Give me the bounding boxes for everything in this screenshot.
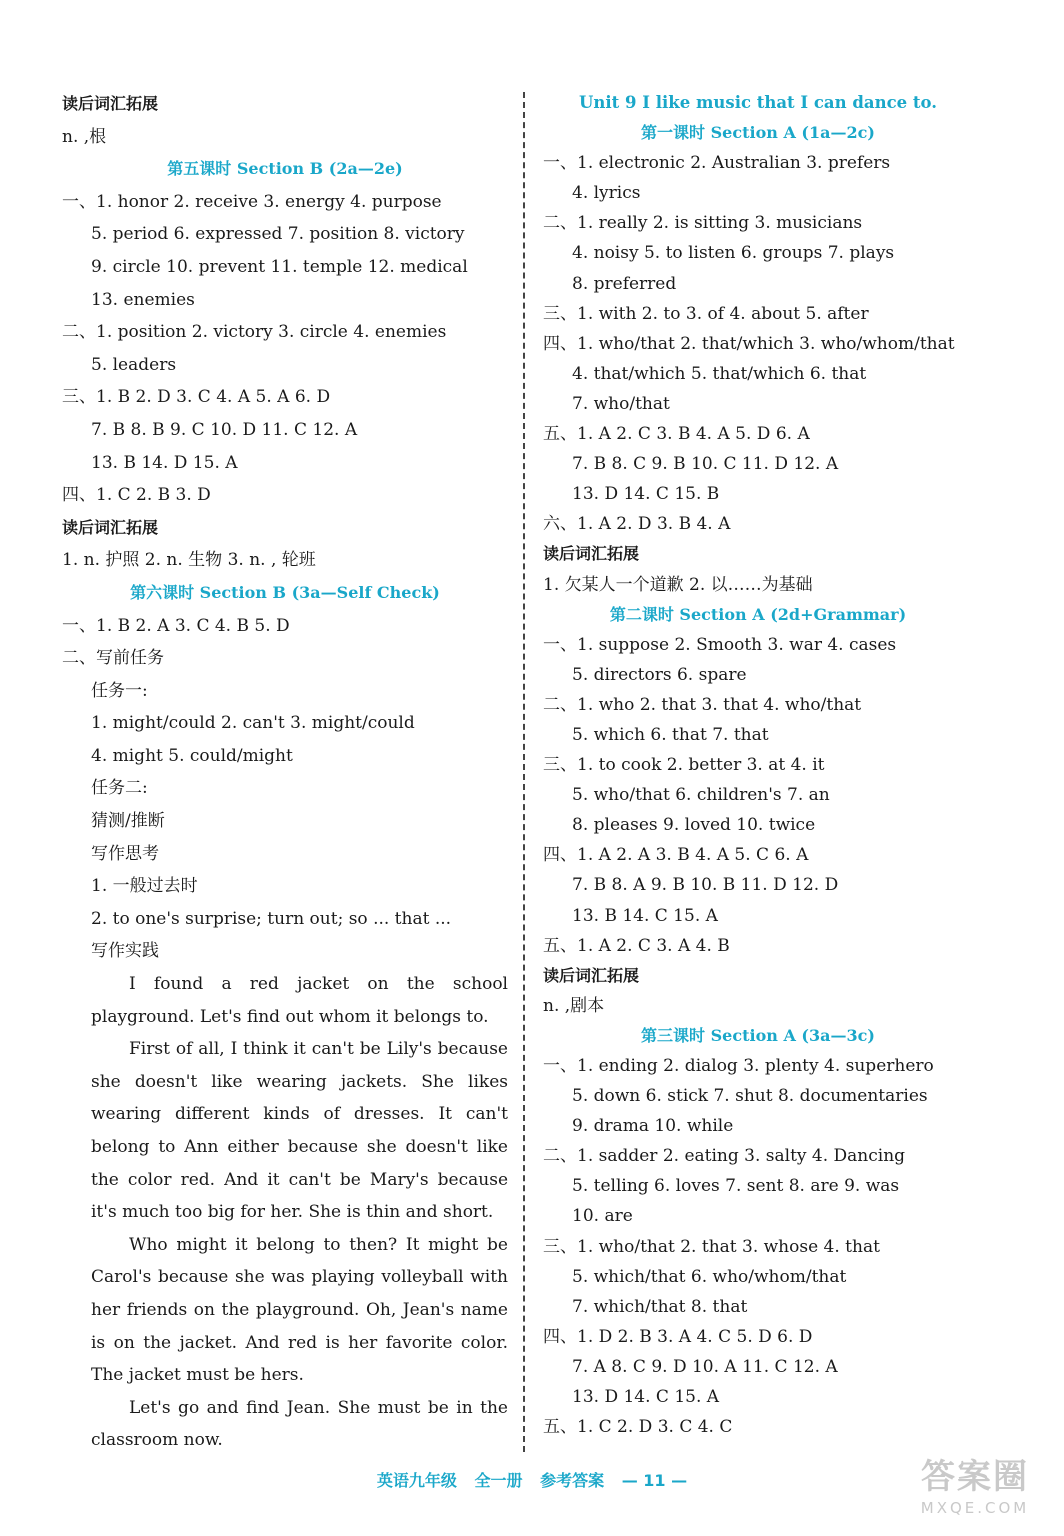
answer-line: 五、1. C 2. D 3. C 4. C xyxy=(543,1417,733,1438)
footer-subject: 英语九年级 xyxy=(376,1471,457,1490)
answer-line: 二、1. position 2. victory 3. circle 4. enemies xyxy=(62,322,447,343)
answer-line: 4. that/which 5. that/which 6. that xyxy=(572,363,867,384)
answer-line: 5. which 6. that 7. that xyxy=(572,724,769,745)
answer-line: 六、1. A 2. D 3. B 4. A xyxy=(543,514,731,535)
answer-line: 5. which/that 6. who/whom/that xyxy=(572,1266,847,1287)
column-divider xyxy=(523,92,525,1452)
answer-line: 一、1. electronic 2. Australian 3. prefers xyxy=(543,153,891,174)
site-watermark-logo xyxy=(900,1456,1050,1526)
answer-line: 7. who/that xyxy=(572,393,670,414)
answer-line: 7. B 8. C 9. B 10. C 11. D 12. A xyxy=(572,454,839,475)
left-column xyxy=(62,88,508,1457)
answer-line: 一、1. suppose 2. Smooth 3. war 4. cases xyxy=(543,634,897,655)
answer-line: 四、1. who/that 2. that/which 3. who/whom/that xyxy=(543,333,955,354)
footer-volume: 全一册 xyxy=(474,1471,523,1490)
answer-line: 五、1. A 2. C 3. A 4. B xyxy=(543,935,730,956)
section-heading: 第五课时 Section B (2a—2e) xyxy=(167,159,403,179)
answer-line: 10. are xyxy=(572,1206,633,1227)
answer-line: 二、写前任务 xyxy=(62,648,164,669)
answer-line: 8. preferred xyxy=(572,273,677,294)
essay-paragraph: Let's go and find Jean. She must be in the classroom now. xyxy=(91,1397,508,1451)
answer-line: n. ,根 xyxy=(62,126,107,147)
answer-line: 5. down 6. stick 7. shut 8. documentaries xyxy=(572,1086,928,1107)
answer-line: 写作思考 xyxy=(91,843,159,864)
answer-line: 5. telling 6. loves 7. sent 8. are 9. was xyxy=(572,1176,900,1197)
vocab-heading: 读后词汇拓展 xyxy=(62,517,159,537)
answer-line: 五、1. A 2. C 3. B 4. A 5. D 6. A xyxy=(543,424,810,445)
watermark-main: 答案圈 xyxy=(921,1457,1029,1497)
section-heading: 第二课时 Section A (2d+Grammar) xyxy=(609,604,907,624)
unit-title: Unit 9 I like music that I can dance to. xyxy=(579,93,937,112)
right-column xyxy=(543,88,973,1442)
answer-line: 4. lyrics xyxy=(572,183,641,204)
answer-line: 任务二: xyxy=(91,778,148,799)
footer-label: 参考答案 xyxy=(540,1471,605,1490)
page-number: — 11 — xyxy=(621,1471,688,1490)
answer-line: 四、1. C 2. B 3. D xyxy=(62,485,211,506)
answer-line: 三、1. who/that 2. that 3. whose 4. that xyxy=(543,1236,880,1257)
essay-paragraph: Who might it belong to then? It might be Carol's because she was playing volleyball with her friends on the playground. Oh, Jean's name is on the jacket. And red is her favorite color. The jacket must be hers. xyxy=(91,1234,508,1386)
answer-line: 1. might/could 2. can't 3. might/could xyxy=(91,713,415,734)
answer-line: 13. enemies xyxy=(91,289,195,310)
answer-line: 5. period 6. expressed 7. position 8. victory xyxy=(91,224,465,245)
answer-line: 1. n. 护照 2. n. 生物 3. n. , 轮班 xyxy=(62,550,316,571)
answer-line: 4. might 5. could/might xyxy=(91,745,293,766)
vocab-heading: 读后词汇拓展 xyxy=(543,544,640,564)
watermark-url: MXQE.COM xyxy=(920,1499,1030,1517)
answer-line: 二、1. sadder 2. eating 3. salty 4. Dancing xyxy=(543,1146,906,1167)
answer-line: 7. B 8. A 9. B 10. B 11. D 12. D xyxy=(572,875,839,896)
answer-line: 7. which/that 8. that xyxy=(572,1296,748,1317)
answer-line: 三、1. B 2. D 3. C 4. A 5. A 6. D xyxy=(62,387,331,408)
answer-line: 一、1. B 2. A 3. C 4. B 5. D xyxy=(62,615,290,636)
section-heading: 第一课时 Section A (1a—2c) xyxy=(641,123,875,143)
answer-line: 9. drama 10. while xyxy=(572,1116,734,1137)
answer-line: 2. to one's surprise; turn out; so ... that ... xyxy=(91,908,452,929)
answer-line: 13. B 14. C 15. A xyxy=(572,905,718,926)
answer-line: 13. D 14. C 15. B xyxy=(572,484,720,505)
answer-line: 1. 一般过去时 xyxy=(91,876,198,897)
answer-line: 7. A 8. C 9. D 10. A 11. C 12. A xyxy=(572,1356,838,1377)
answer-line: 一、1. honor 2. receive 3. energy 4. purpose xyxy=(62,191,442,212)
section-heading: 第六课时 Section B (3a—Self Check) xyxy=(130,582,440,602)
answer-line: 三、1. to cook 2. better 3. at 4. it xyxy=(543,755,825,776)
answer-line: 13. D 14. C 15. A xyxy=(572,1387,720,1408)
answer-line: 8. pleases 9. loved 10. twice xyxy=(572,815,816,836)
vocab-heading: 读后词汇拓展 xyxy=(62,94,159,113)
section-heading: 第三课时 Section A (3a—3c) xyxy=(641,1025,875,1045)
answer-line: 1. 欠某人一个道歉 2. 以……为基础 xyxy=(543,574,813,595)
essay-paragraph: I found a red jacket on the school playground. Let's find out whom it belongs to. xyxy=(91,974,508,1027)
answer-line: 猜测/推断 xyxy=(91,811,165,832)
answer-line: 5. who/that 6. children's 7. an xyxy=(572,785,830,806)
essay-paragraph: First of all, I think it can't be Lily's because she doesn't like wearing jackets. She likes wearing different kinds of dresses. It can't belong to Ann either because she doesn't like the color red. And it can't be Mary's because it's much too big for her. She is thin and short. xyxy=(91,1039,508,1223)
answer-line: 二、1. really 2. is sitting 3. musicians xyxy=(543,213,863,234)
answer-line: 三、1. with 2. to 3. of 4. about 5. after xyxy=(543,303,869,324)
answer-line: 一、1. ending 2. dialog 3. plenty 4. superhero xyxy=(543,1056,934,1076)
answer-line: n. ,剧本 xyxy=(543,995,605,1016)
answer-line: 四、1. A 2. A 3. B 4. A 5. C 6. A xyxy=(543,845,809,866)
answer-line: 四、1. D 2. B 3. A 4. C 5. D 6. D xyxy=(543,1326,813,1347)
vocab-heading: 读后词汇拓展 xyxy=(543,965,640,985)
answer-line: 9. circle 10. prevent 11. temple 12. medical xyxy=(91,256,468,277)
answer-line: 写作实践 xyxy=(91,941,159,962)
answer-line: 二、1. who 2. that 3. that 4. who/that xyxy=(543,694,862,715)
answer-line: 7. B 8. B 9. C 10. D 11. C 12. A xyxy=(91,419,358,440)
answer-line: 5. directors 6. spare xyxy=(572,664,747,685)
answer-line: 任务一: xyxy=(91,680,148,701)
answer-line: 13. B 14. D 15. A xyxy=(91,452,238,473)
answer-line: 4. noisy 5. to listen 6. groups 7. plays xyxy=(572,243,895,264)
answer-line: 5. leaders xyxy=(91,354,177,375)
